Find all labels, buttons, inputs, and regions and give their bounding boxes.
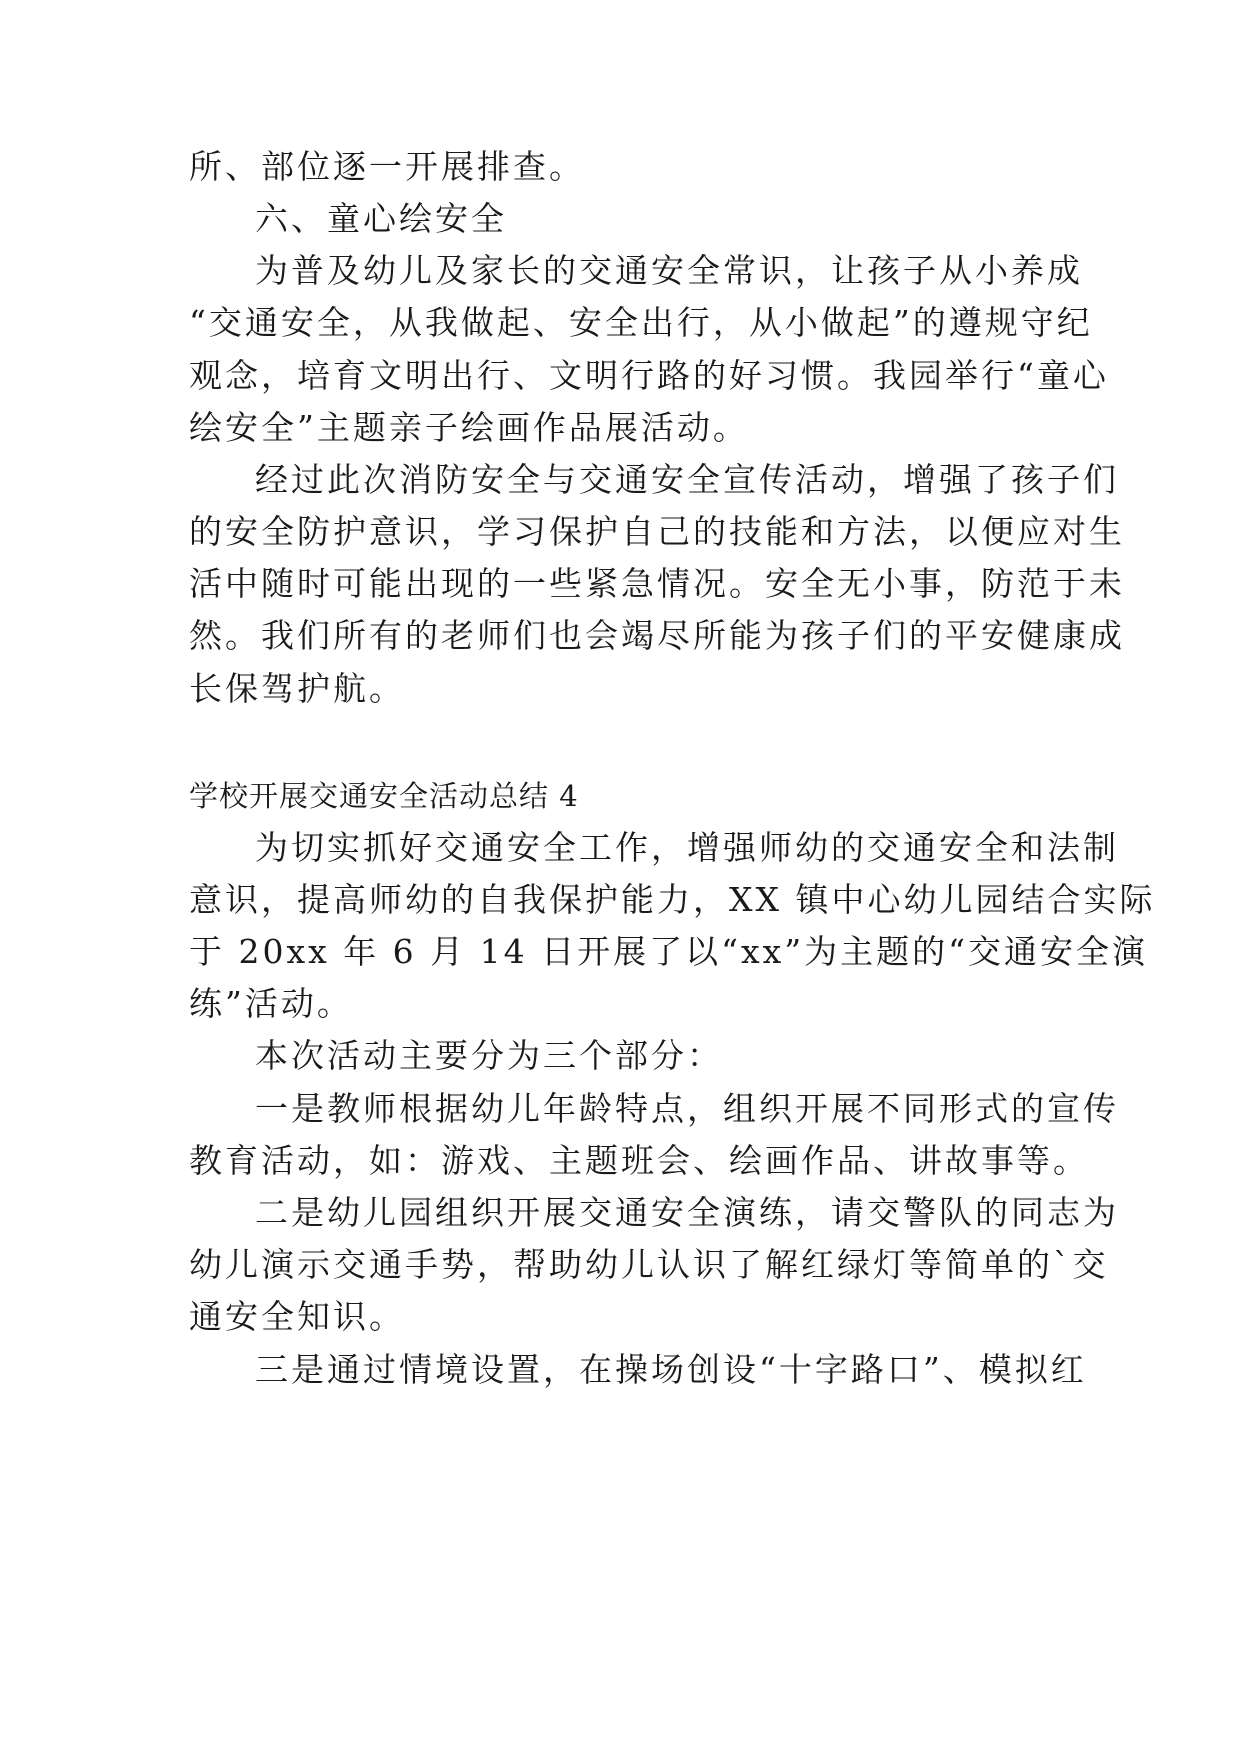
text-line: 所、部位逐一开展排查。 [189,147,585,186]
text-line: 活中随时可能出现的一些紧急情况。安全无小事，防范于未 [189,564,1125,603]
text-line: 教育活动，如：游戏、主题班会、绘画作品、讲故事等。 [189,1141,1089,1180]
text-line: 绘安全”主题亲子绘画作品展活动。 [189,408,749,447]
text-line: 一是教师根据幼儿年龄特点，组织开展不同形式的宣传 [255,1089,1119,1128]
text-line: 的安全防护意识，学习保护自己的技能和方法，以便应对生 [189,512,1125,551]
text-line: 本次活动主要分为三个部分： [255,1036,723,1075]
text-line: 于 20xx 年 6 月 14 日开展了以“xx”为主题的“交通安全演 [189,932,1148,971]
section-heading: 六、童心绘安全 [255,199,507,238]
text-line: 幼儿演示交通手势，帮助幼儿认识了解红绿灯等简单的`交 [189,1245,1109,1284]
text-line: 通安全知识。 [189,1297,405,1336]
text-line: 二是幼儿园组织开展交通安全演练，请交警队的同志为 [255,1193,1119,1232]
text-line: 然。我们所有的老师们也会竭尽所能为孩子们的平安健康成 [189,616,1125,655]
text-line: 意识，提高师幼的自我保护能力，XX 镇中心幼儿园结合实际 [189,880,1156,919]
text-line: 练”活动。 [189,984,353,1023]
text-line: “交通安全，从我做起、安全出行，从小做起”的遵规守纪 [189,303,1093,342]
text-line: 三是通过情境设置，在操场创设“十字路口”、模拟红 [255,1350,1087,1389]
text-line: 长保驾护航。 [189,669,405,708]
text-line: 经过此次消防安全与交通安全宣传活动，增强了孩子们 [255,460,1119,499]
section-title: 学校开展交通安全活动总结 4 [189,779,579,813]
text-line: 为普及幼儿及家长的交通安全常识，让孩子从小养成 [255,251,1083,290]
text-line: 为切实抓好交通安全工作，增强师幼的交通安全和法制 [255,828,1119,867]
text-line: 观念，培育文明出行、文明行路的好习惯。我园举行“童心 [189,356,1109,395]
